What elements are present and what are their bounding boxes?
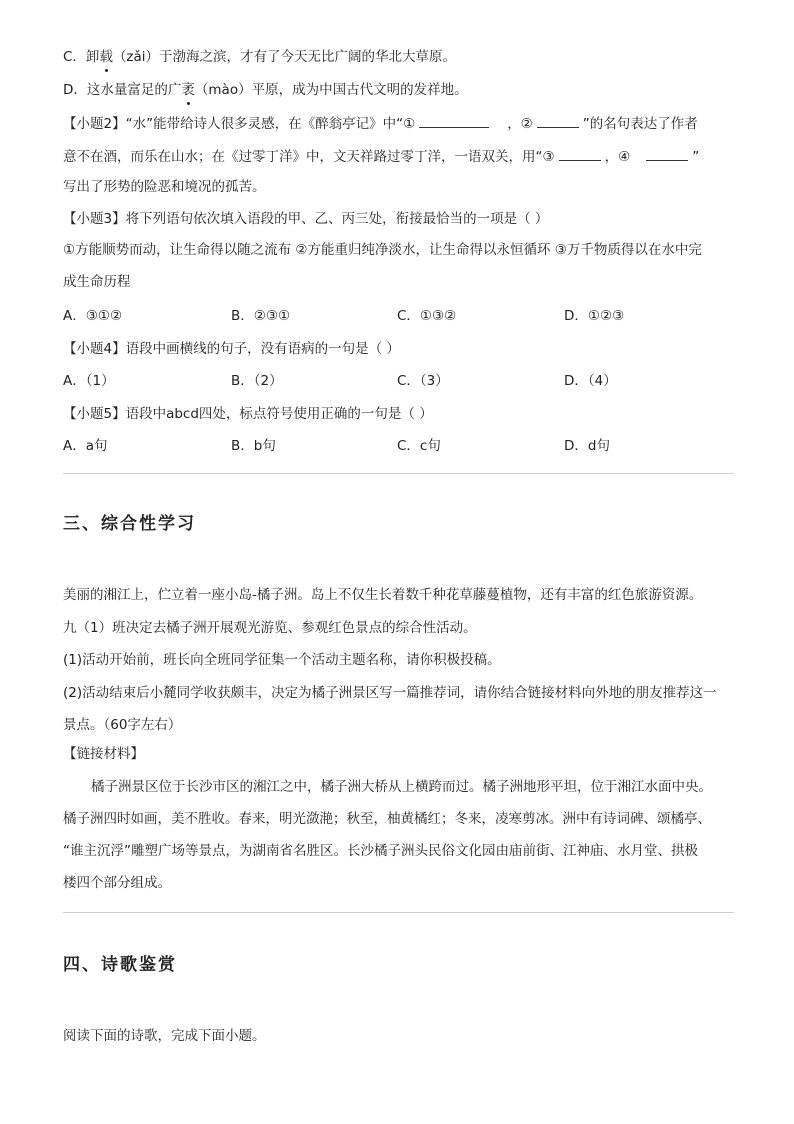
emphasis-dot-char: 袤 [181,82,195,98]
q5-option-a[interactable]: A．a句 [63,438,108,454]
q4-option-b[interactable]: B．（2） [231,373,283,389]
section-4-instruction: 阅读下面的诗歌，完成下面小题。 [63,1028,266,1044]
section-4-heading: 四、诗歌鉴赏 [63,955,177,975]
material-line-1: 橘子洲景区位于长沙市区的湘江之中，橘子洲大桥从上横跨而过。橘子洲地形平坦，位于湘江水面中央。 [91,779,712,795]
material-line-4: 楼四个部分组成。 [63,875,171,891]
q4-option-c[interactable]: C．（3） [397,373,449,389]
task-1: (1)活动开始前，班长向全班同学征集一个活动主题名称，请你积极投稿。 [63,652,501,668]
q4-option-a[interactable]: A．（1） [63,373,115,389]
section-3-heading: 三、综合性学习 [63,514,196,534]
emphasis-dot-char: 载 [99,49,113,65]
option-d-line: D．这水量富足的广袤（mào）平原，成为中国古代文明的发祥地。 [63,82,468,98]
q3-sentences-line-1: ①方能顺势而动，让生命得以随之流布 ②方能重归纯净淡水，让生命得以永恒循环 ③万千物质得以在水中完 [63,242,702,258]
q5-option-b[interactable]: B．b句 [231,438,276,454]
q3-option-a[interactable]: A．③①② [63,308,123,324]
q5-option-d[interactable]: D．d句 [564,438,610,454]
material-line-3: “谁主沉浮”雕塑广场等景点，为湖南省名胜区。长沙橘子洲头民俗文化园由庙前街、江神庙、水月堂、拱极 [63,843,698,859]
q5-option-c[interactable]: C．c句 [397,438,441,454]
material-line-2: 橘子洲四时如画，美不胜收。春来，明光潋滟；秋至，柚黄橘红；冬来，凌寒剪冰。洲中有诗词碑、颂橘亭、 [63,811,711,827]
section-divider [63,473,734,474]
q2-line-1: 【小题2】“水”能带给诗人很多灵感，在《醉翁亭记》中“① ，② ”的名句表达了作者 [63,113,698,134]
q4-stem: 【小题4】语段中画横线的句子，没有语病的一句是（ ） [63,341,400,357]
section-divider [63,912,734,913]
q5-stem: 【小题5】语段中abcd四处，标点符号使用正确的一句是（ ） [63,406,433,422]
q3-stem: 【小题3】将下列语句依次填入语段的甲、乙、丙三处，衔接最恰当的一项是（ ） [63,211,549,227]
q2-line-2: 意不在酒，而乐在山水；在《过零丁洋》中，文天祥路过零丁洋，一语双关，用“③ ，④ ” [63,146,699,167]
q2-line-3: 写出了形势的险恶和境况的孤苦。 [63,179,266,195]
material-label: 【链接材料】 [63,746,144,762]
option-c-line: C．卸载（zǎi）于渤海之滨，才有了今天无比广阔的华北大草原。 [63,49,457,65]
q3-option-c[interactable]: C．①③② [397,308,457,324]
fill-blank-4[interactable] [646,146,688,161]
task-2-line-2: 景点。（60字左右） [63,717,182,733]
task-2-line-1: (2)活动结束后小麓同学收获颇丰，决定为橘子洲景区写一篇推荐词，请你结合链接材料向外地的朋友推荐这一 [63,685,717,701]
section-3-intro-2: 九（1）班决定去橘子洲开展观光游览、参观红色景点的综合性活动。 [63,620,477,636]
fill-blank-1[interactable] [419,113,489,128]
fill-blank-2[interactable] [537,113,579,128]
q3-option-d[interactable]: D．①②③ [564,308,625,324]
q4-option-d[interactable]: D．（4） [564,373,617,389]
q3-option-b[interactable]: B．②③① [231,308,291,324]
section-3-intro-1: 美丽的湘江上，伫立着一座小岛-橘子洲。岛上不仅生长着数千种花草藤蔓植物，还有丰富的红色旅游资源。 [63,587,703,603]
q3-sentences-line-2: 成生命历程 [63,274,131,290]
fill-blank-3[interactable] [559,146,601,161]
